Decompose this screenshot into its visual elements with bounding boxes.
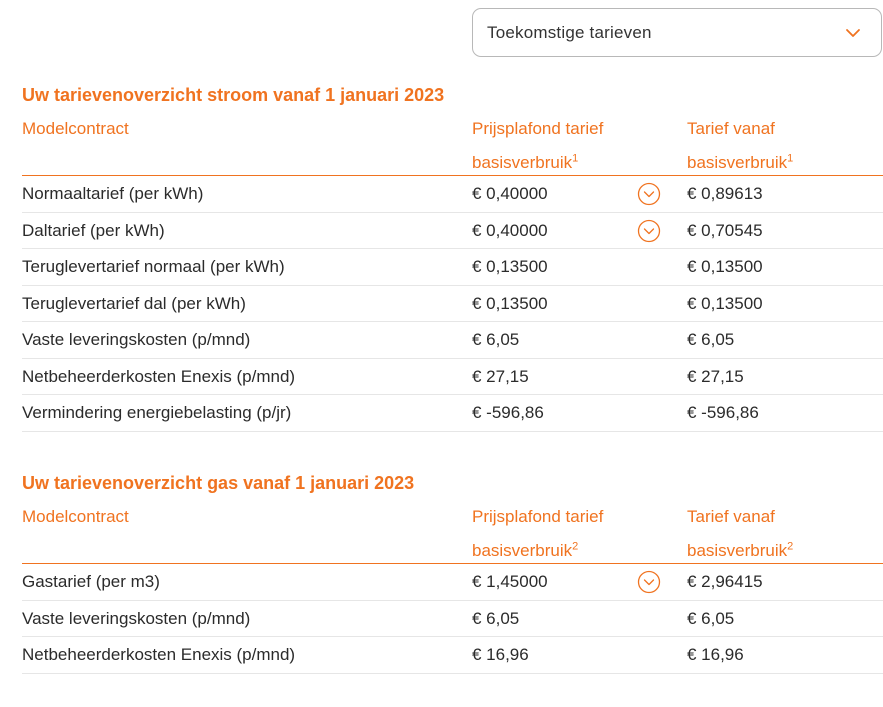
tarief-vanaf-value: € 0,70545 [687, 220, 763, 240]
prijsplafond-value: € 16,96 [472, 645, 529, 664]
dropdown-selected-value: Toekomstige tarieven [487, 22, 652, 42]
prijsplafond-value: € 0,40000 [472, 184, 548, 203]
header-tarief-vanaf-line2 [687, 146, 883, 180]
gas-table-body [22, 564, 883, 674]
row-label: Gastarief (per m3) [22, 572, 160, 591]
table-row [22, 564, 883, 601]
row-label: Normaaltarief (per kWh) [22, 184, 204, 203]
header-modelcontract: Modelcontract [22, 119, 129, 138]
row-label: Vaste leveringskosten (p/mnd) [22, 330, 251, 349]
header-prijsplafond [472, 500, 672, 568]
prijsplafond-value: € 27,15 [472, 366, 529, 386]
table-row [22, 395, 883, 432]
header-tarief-vanaf-line1: Tarief vanaf [687, 119, 775, 138]
row-label: Teruglevertarief dal (per kWh) [22, 293, 246, 313]
table-row [22, 249, 883, 286]
expand-chevron-circle-icon[interactable] [637, 182, 661, 206]
table-row [22, 286, 883, 323]
header-tarief-vanaf-text: basisverbruik [687, 541, 788, 560]
row-label: Vermindering energiebelasting (p/jr) [22, 403, 292, 422]
footnote-marker: 1 [572, 152, 579, 165]
tarief-vanaf-value: € 6,05 [687, 330, 735, 349]
row-label: Teruglevertarief normaal (per kWh) [22, 257, 285, 276]
tariff-period-dropdown[interactable] [472, 8, 882, 57]
header-prijsplafond [472, 112, 672, 180]
gas-table-header [22, 506, 883, 564]
prijsplafond-value: € 0,13500 [472, 293, 548, 313]
table-row [22, 176, 883, 213]
row-label: Netbeheerderkosten Enexis (p/mnd) [22, 366, 296, 386]
header-tarief-vanaf [687, 500, 883, 568]
stroom-table-header [22, 118, 883, 176]
header-modelcontract: Modelcontract [22, 507, 129, 526]
header-prijsplafond-text: basisverbruik [472, 541, 573, 560]
expand-chevron-circle-icon[interactable] [637, 219, 661, 243]
footnote-marker: 1 [787, 152, 794, 165]
table-row [22, 213, 883, 250]
row-label: Daltarief (per kWh) [22, 220, 165, 240]
prijsplafond-value: € 0,13500 [472, 257, 548, 276]
tarief-vanaf-value: € -596,86 [687, 403, 759, 422]
row-label: Netbeheerderkosten Enexis (p/mnd) [22, 645, 296, 664]
header-tarief-vanaf-text: basisverbruik [687, 153, 788, 172]
tarief-vanaf-value: € 2,96415 [687, 572, 763, 591]
row-label: Vaste leveringskosten (p/mnd) [22, 608, 251, 628]
gas-tariff-section [22, 470, 883, 674]
header-prijsplafond-line2 [472, 534, 672, 568]
prijsplafond-value: € 0,40000 [472, 220, 548, 240]
stroom-section-title: Uw tarievenoverzicht stroom vanaf 1 januari 2023 [22, 85, 445, 105]
tarief-vanaf-value: € 0,13500 [687, 257, 763, 276]
tarief-vanaf-value: € 6,05 [687, 608, 735, 628]
expand-chevron-circle-icon[interactable] [637, 570, 661, 594]
table-row [22, 601, 883, 638]
prijsplafond-value: € 1,45000 [472, 572, 548, 591]
header-prijsplafond-line1: Prijsplafond tarief [472, 119, 604, 138]
prijsplafond-value: € 6,05 [472, 330, 520, 349]
table-row [22, 322, 883, 359]
gas-section-title: Uw tarievenoverzicht gas vanaf 1 januari 2023 [22, 473, 415, 493]
chevron-down-icon [845, 26, 861, 40]
stroom-tariff-section [22, 82, 883, 432]
header-tarief-vanaf-line1: Tarief vanaf [687, 507, 775, 526]
footnote-marker: 2 [787, 540, 794, 553]
header-tarief-vanaf-line2 [687, 534, 883, 568]
table-row [22, 637, 883, 674]
prijsplafond-value: € -596,86 [472, 403, 544, 422]
stroom-table-body [22, 176, 883, 432]
footnote-marker: 2 [572, 540, 579, 553]
header-prijsplafond-line1: Prijsplafond tarief [472, 507, 604, 526]
tarief-vanaf-value: € 16,96 [687, 645, 744, 664]
tarief-vanaf-value: € 27,15 [687, 366, 744, 386]
prijsplafond-value: € 6,05 [472, 608, 520, 628]
table-row [22, 359, 883, 396]
tarief-vanaf-value: € 0,89613 [687, 184, 763, 203]
header-prijsplafond-line2 [472, 146, 672, 180]
tarief-vanaf-value: € 0,13500 [687, 293, 763, 313]
header-tarief-vanaf [687, 112, 883, 180]
header-prijsplafond-text: basisverbruik [472, 153, 573, 172]
